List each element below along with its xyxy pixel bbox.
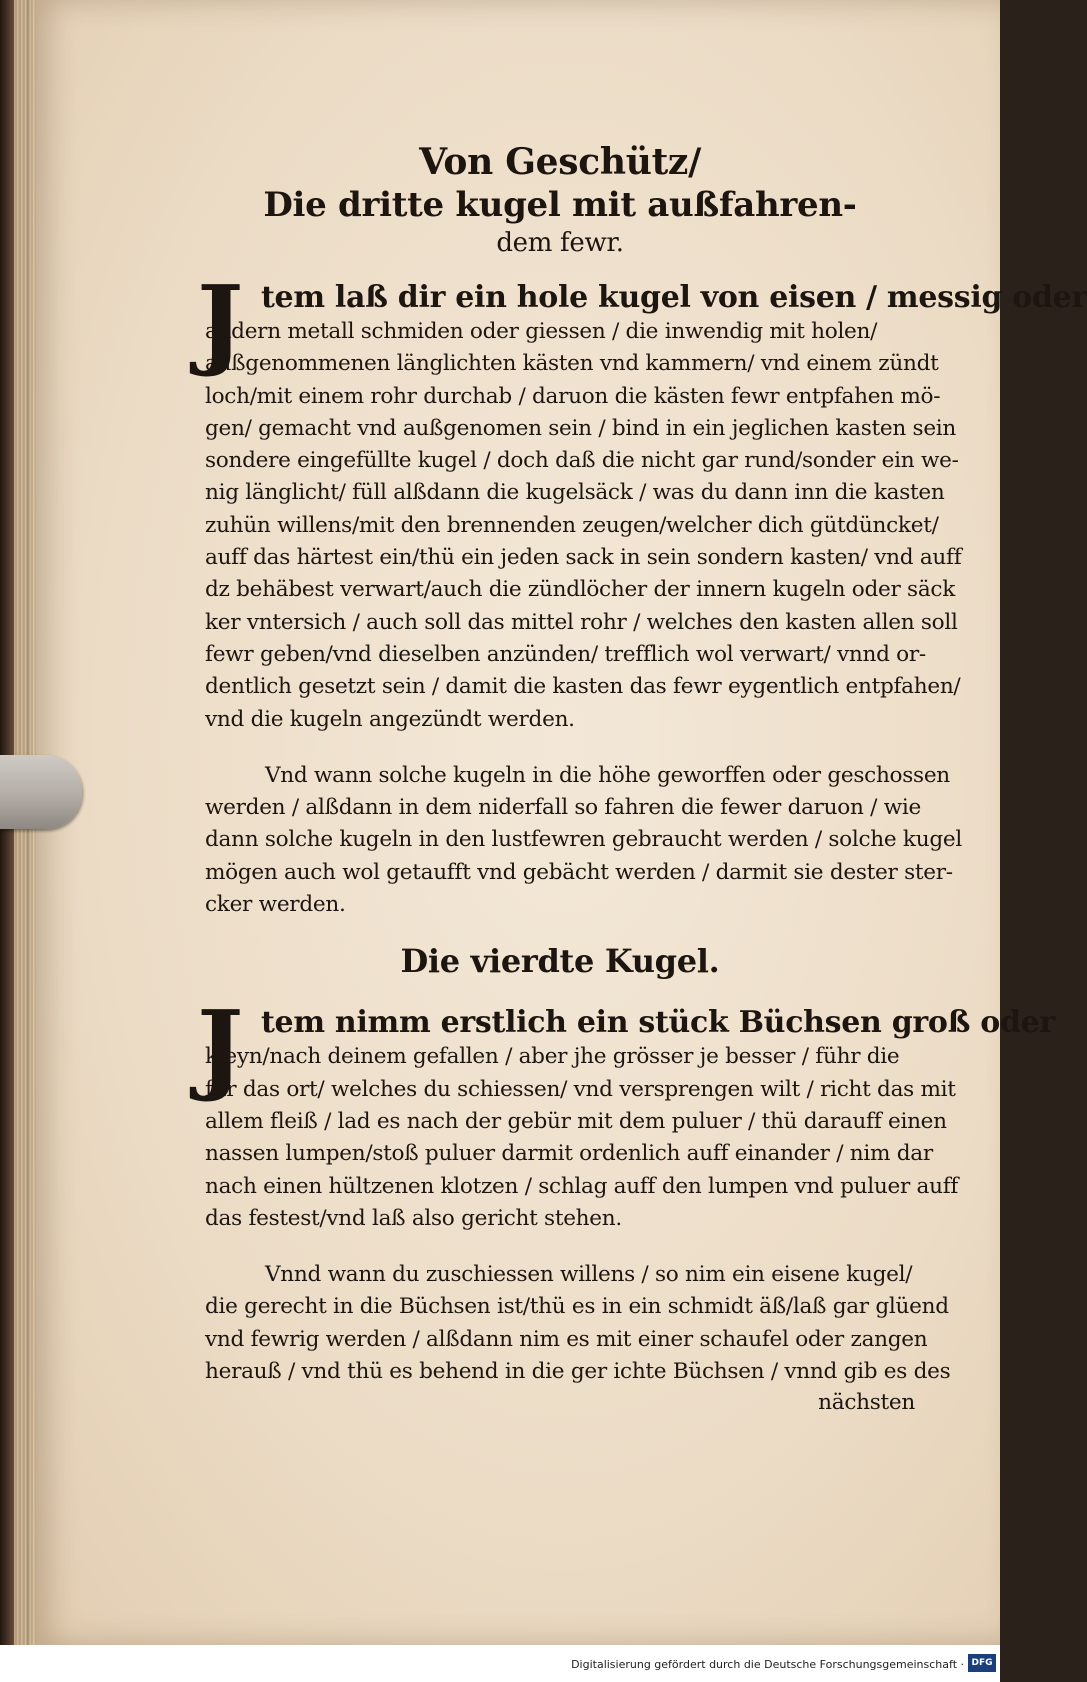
paragraph-1 (197, 265, 1087, 736)
text-line: tem laß dir ein hole kugel von eisen / messig oder (261, 280, 1087, 315)
text-line: cker werden. (205, 892, 346, 918)
bookmark-clip (0, 755, 82, 829)
drop-cap: J (197, 265, 244, 380)
text-line: außgenommenen länglichten kästen vnd kammern/ vnd einem zündt (205, 351, 939, 377)
text-line: herauß / vnd thü es behend in die ger ichte Büchsen / vnnd gib es des (205, 1359, 951, 1385)
text-line: ker vntersich / auch soll das mittel rohr / welches den kasten allen soll (205, 609, 958, 635)
heading-line-3: dem fewr. (496, 228, 624, 258)
text-line: loch/mit einem rohr durchab / daruon die kästen fewr entpfahen mö- (205, 383, 941, 409)
page-text (197, 140, 1087, 1418)
text-line: die gerecht in die Büchsen ist/thü es in ein schmidt äß/laß gar glüend (205, 1294, 949, 1320)
paragraph-2 (205, 760, 962, 921)
text-line: andern metall schmiden oder giessen / die inwendig mit holen/ (205, 319, 878, 344)
text-line: Vnd wann solche kugeln in die höhe geworffen oder geschossen (265, 762, 950, 788)
catchword: nächsten (818, 1390, 915, 1416)
heading-line-2: Die dritte kugel mit außfahren- (263, 185, 857, 225)
text-line: kleyn/nach deinem gefallen / aber jhe grösser je besser / führ die (205, 1044, 900, 1070)
paragraph-3 (197, 990, 1055, 1235)
text-line: vnd die kugeln angezündt werden. (205, 706, 575, 732)
text-line: gen/ gemacht vnd außgenomen sein / bind in ein jeglichen kasten sein (205, 415, 957, 441)
text-line: mögen auch wol getaufft vnd gebächt werden / darmit sie dester ster- (205, 859, 953, 885)
drop-cap: J (197, 990, 244, 1106)
text-line: für das ort/ welches du schiessen/ vnd versprengen wilt / richt das mit (205, 1076, 956, 1102)
dfg-logo-icon: DFG (968, 1654, 996, 1672)
text-line: vnd fewrig werden / alßdann nim es mit einer schaufel oder zangen (205, 1326, 928, 1352)
footer-bar (0, 1645, 1000, 1682)
text-line: sondere eingefüllte kugel / doch daß die nicht gar rund/sonder ein we- (205, 448, 959, 474)
text-line: auff das härtest ein/thü ein jeden sack in sein sondern kasten/ vnd auff (205, 545, 962, 571)
text-line: dentlich gesetzt sein / damit die kasten das fewr eygentlich entpfahen/ (205, 674, 961, 700)
funding-credit: Digitalisierung gefördert durch die Deutsche Forschungsgemeinschaft · (571, 1658, 964, 1671)
text-line: tem nimm erstlich ein stück Büchsen groß oder (261, 1005, 1055, 1041)
text-line: allem fleiß / lad es nach der gebür mit dem puluer / thü darauff einen (205, 1108, 947, 1134)
text-line: dann solche kugeln in den lustfewren gebraucht werden / solche kugel (205, 827, 962, 853)
text-line: werden / alßdann in dem niderfall so fahren die fewer daruon / wie (205, 795, 921, 821)
paragraph-4 (205, 1259, 951, 1388)
text-line: nassen lumpen/stoß puluer darmit ordenlich auff einander / nim dar (205, 1141, 933, 1167)
text-line: nach einen hültzenen klotzen / schlag auff den lumpen vnd puluer auff (205, 1173, 959, 1199)
text-line: Vnnd wann du zuschiessen willens / so nim ein eisene kugel/ (265, 1262, 913, 1288)
text-line: zuhün willens/mit den brennenden zeugen/welcher dich gütdüncket/ (205, 512, 939, 538)
text-line: fewr geben/vnd dieselben anzünden/ trefflich wol verwart/ vnnd or- (205, 641, 926, 667)
text-line: das festest/vnd laß also gericht stehen. (205, 1205, 622, 1231)
text-line: dz behäbest verwart/auch die zündlöcher der innern kugeln oder säck (205, 577, 955, 603)
section-heading: Die vierdte Kugel. (400, 942, 720, 981)
heading-line-1: Von Geschütz/ (419, 141, 701, 183)
text-line: nig länglicht/ füll alßdann die kugelsäck / was du dann inn die kasten (205, 480, 945, 506)
